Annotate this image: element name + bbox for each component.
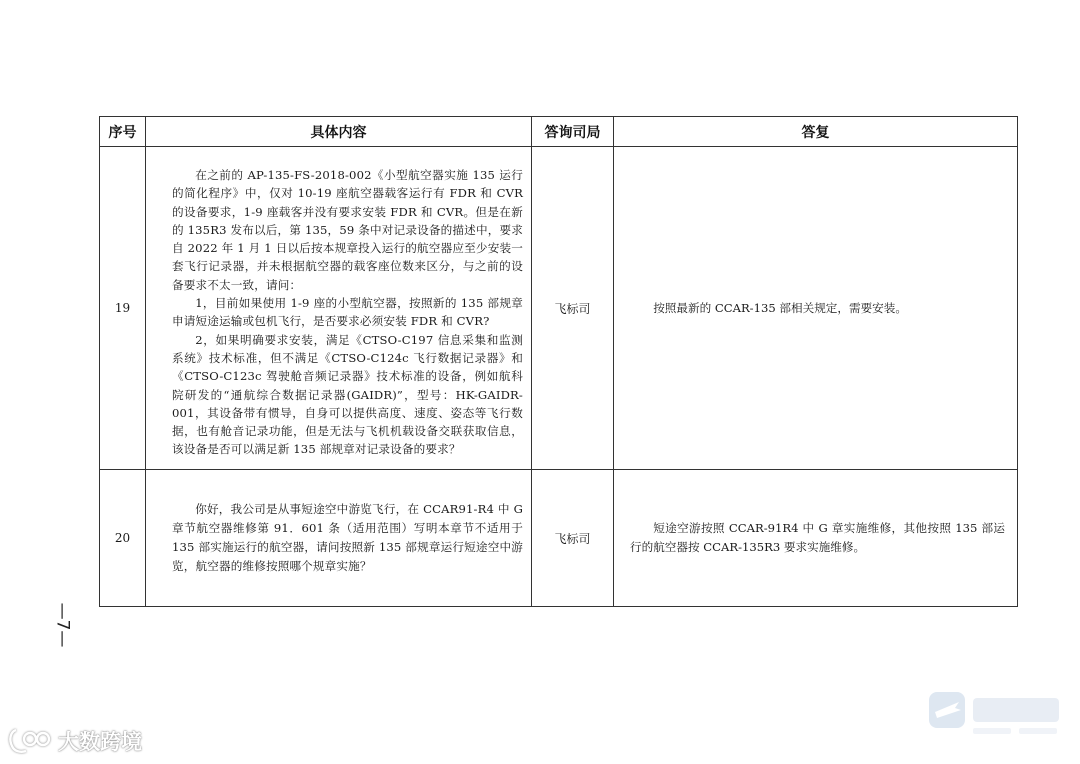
header-reply: 答复 [614, 117, 1018, 147]
header-dept: 答询司局 [532, 117, 614, 147]
row-number: 20 [100, 470, 146, 607]
department-cell: 飞标司 [532, 470, 614, 607]
table-row [100, 470, 1018, 607]
plane-logo-icon [925, 688, 1065, 744]
faq-table [99, 116, 1018, 607]
page-number [50, 595, 74, 655]
row-number: 19 [100, 147, 146, 470]
table-header-row [100, 117, 1018, 147]
reply-cell [614, 147, 1018, 470]
question-paragraph: 2，如果明确要求安装，满足《CTSO-C197 信息采集和监测系统》技术标准，但不满足《CTSO-C124c 飞行数据记录器》和《CTSO-C123c 驾驶舱音频记录器》技术标准的设备，例如航科院研发的“通航综合数据记录器(GAIDR)”，型号：HK-GAIDR-001，其设备带有惯导，自身可以提供高度、速度、姿态等飞行数据，也有舱音记录功能，但是无法与飞机机载设备交联获取信息，该设备是否可以满足新 135 部规章对记录设备的要求？ [172, 332, 523, 457]
reply-text: 按照最新的 CCAR-135 部相关规定，需要安装。 [653, 300, 907, 315]
question-paragraph: 你好，我公司是从事短途空中游览飞行，在 CCAR91-R4 中 G 章节航空器维修第 91．601 条（适用范围）写明本章节不适用于 135 部实施运行的航空器，请问按照新 135 部规章运行短途空中游览，航空器的维修按照哪个规章实施？ [172, 502, 523, 573]
reply-cell [614, 470, 1018, 607]
page-number-text: —7— [52, 602, 73, 648]
watermark-right [925, 688, 1065, 744]
watermark-left [6, 726, 142, 756]
table-row [100, 147, 1018, 470]
question-cell [146, 147, 532, 470]
reply-text: 短途空游按照 CCAR-91R4 中 G 章实施维修，其他按照 135 部运行的航空器按 CCAR-135R3 要求实施维修。 [630, 521, 1005, 554]
question-paragraph: 1，目前如果使用 1-9 座的小型航空器，按照新的 135 部规章申请短途运输或包机飞行，是否要求必须安装 FDR 和 CVR? [172, 296, 523, 329]
watermark-left-text: 大数跨境 [58, 730, 142, 754]
header-content: 具体内容 [146, 117, 532, 147]
question-paragraph: 在之前的 AP-135-FS-2018-002《小型航空器实施 135 运行的简化程序》中，仅对 10-19 座航空器载客运行有 FDR 和 CVR 的设备要求，1-9 座载客并没有要求安装 FDR 和 CVR。但是在新的 135R3 发布以后，第 135，59 条中对记录设备的描述中，要求自 2022 年 1 月 1 日以后按本规章投入运行的航空器应至少安装一套飞行记录器，并未根据航空器的载客座位数来区分，与之前的设备要求不太一致，请问： [172, 168, 523, 292]
chat-bubble-logo-icon [6, 726, 54, 756]
department-cell: 飞标司 [532, 147, 614, 470]
question-cell [146, 470, 532, 607]
header-no: 序号 [100, 117, 146, 147]
